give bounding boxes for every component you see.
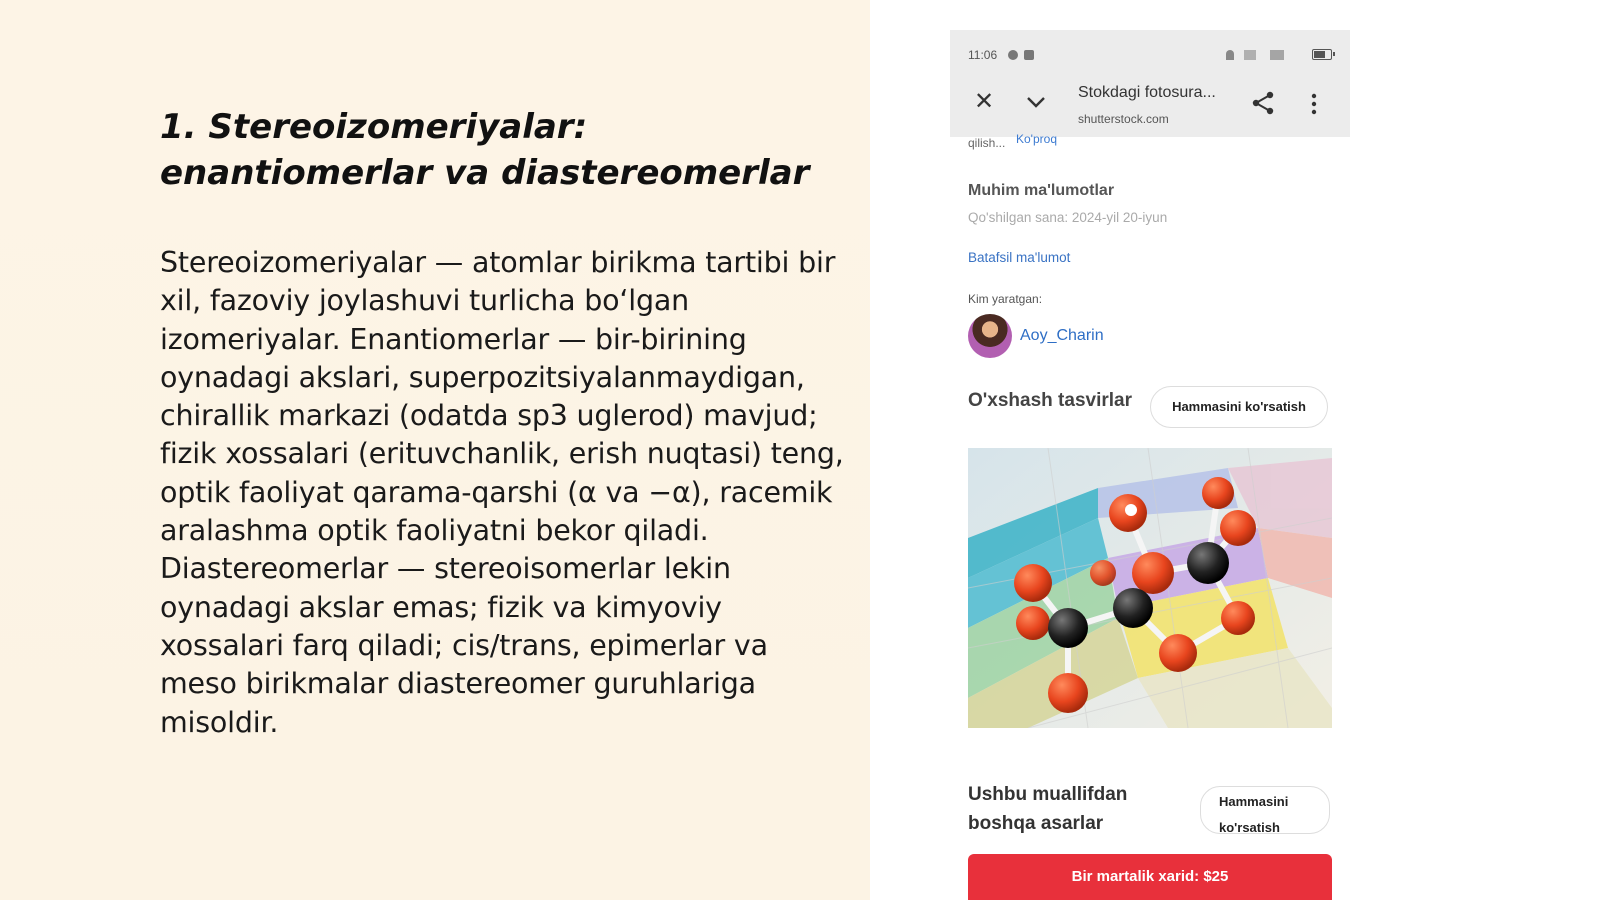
slide-title: 1. Stereoizomeriyalar: enantiomerlar va diastereomerlar	[160, 107, 810, 193]
phone-screenshot	[950, 30, 1350, 900]
chevron-down-icon[interactable]	[1024, 90, 1048, 114]
wifi-icon	[1244, 50, 1256, 60]
truncated-text: qilish...	[968, 136, 1006, 150]
status-time: 11:06	[968, 48, 998, 62]
page-title: Stokdagi fotosura...	[1078, 84, 1216, 101]
more-link[interactable]: Ko'proq	[1016, 132, 1057, 146]
creator-label: Kim yaratgan:	[968, 292, 1043, 306]
mute-icon	[1226, 50, 1234, 60]
slide-body-text: Stereoizomeriyalar — atomlar birikma tartibi bir xil, fazoviy joylashuvi turlicha bo‘lgan izomeriyalar. Enantiomerlar — bir-birining oynadagi akslari, superpozitsiyalanmaydigan, chirallik markazi (odatda sp3 uglerod) mavjud; fizik xossalari (erituvchanlik, erish nuqtasi) teng, optik faoliyat qarama-qarshi (α va −α), racemik aralashma optik faoliyatni bekor qiladi. Diastereomerlar — stereoisomerlar lekin oynadagi akslar emas; fizik va kimyoviy xossalari farq qiladi; cis/trans, epimerlar va meso birikmalar diastereomer guruhlariga misoldir.	[160, 246, 844, 739]
more-vertical-icon[interactable]	[1304, 92, 1324, 116]
browser-header	[950, 30, 1350, 137]
show-all-author-button[interactable]: Hammasini ko'rsatish	[1200, 786, 1330, 834]
status-bar	[968, 46, 1332, 66]
close-icon[interactable]: ✕	[973, 88, 995, 115]
show-all-similar-button[interactable]: Hammasini ko'rsatish	[1150, 386, 1328, 428]
page-domain: shutterstock.com	[1078, 112, 1169, 126]
battery-icon	[1312, 49, 1332, 60]
avatar[interactable]	[968, 314, 1012, 358]
author-works-heading: Ushbu muallifdan boshqa asarlar	[968, 784, 1128, 834]
molecule-photo	[968, 448, 1332, 728]
details-link[interactable]: Batafsil ma'lumot	[968, 250, 1071, 265]
creator-name-link[interactable]: Aoy_Charin	[1020, 327, 1104, 344]
similar-image-molecule[interactable]	[968, 448, 1332, 728]
signal-icon	[1270, 50, 1284, 60]
message-icon	[1024, 50, 1034, 60]
similar-images-heading: O'xshash tasvirlar	[968, 390, 1132, 411]
added-date: Qo'shilgan sana: 2024-yil 20-iyun	[968, 210, 1168, 225]
buy-button[interactable]: Bir martalik xarid: $25	[968, 854, 1332, 900]
status-icons	[1222, 46, 1332, 66]
info-heading: Muhim ma'lumotlar	[968, 182, 1115, 199]
notification-icon	[1008, 50, 1018, 60]
share-icon[interactable]	[1250, 90, 1276, 116]
